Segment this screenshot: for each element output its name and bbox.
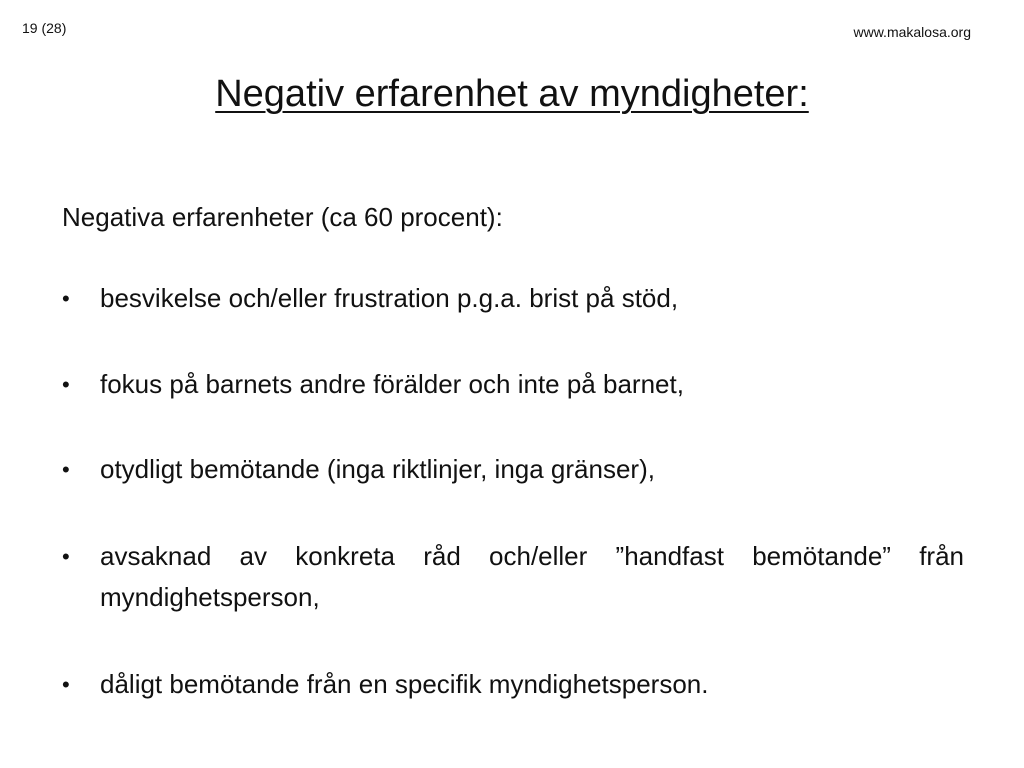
intro-text: Negativa erfarenheter (ca 60 procent): [62,202,503,232]
bullet-item [62,664,964,705]
bullet-text: avsaknad av konkreta råd och/eller ”handfast bemötande” från myndighetsperson, [100,541,964,612]
page-number: 19 (28) [22,20,67,36]
bullet-item [62,536,964,618]
slide-title-text: Negativ erfarenhet av myndigheter: [215,73,809,115]
slide-title [0,72,1024,118]
bullet-item [62,364,964,405]
bullet-text: dåligt bemötande från en specifik myndighetsperson. [100,669,709,699]
bullet-icon: • [62,672,70,697]
bullet-text: besvikelse och/eller frustration p.g.a. brist på stöd, [100,283,679,313]
bullet-icon: • [62,372,70,397]
bullet-icon: • [62,286,70,311]
bullet-icon: • [62,457,70,482]
bullet-item [62,449,964,490]
bullet-text: fokus på barnets andre förälder och inte på barnet, [100,369,684,399]
website-url: www.makalosa.org [853,24,971,40]
bullet-icon: • [62,544,70,569]
bullet-text: otydligt bemötande (inga riktlinjer, inga gränser), [100,454,655,484]
bullet-item [62,278,964,319]
